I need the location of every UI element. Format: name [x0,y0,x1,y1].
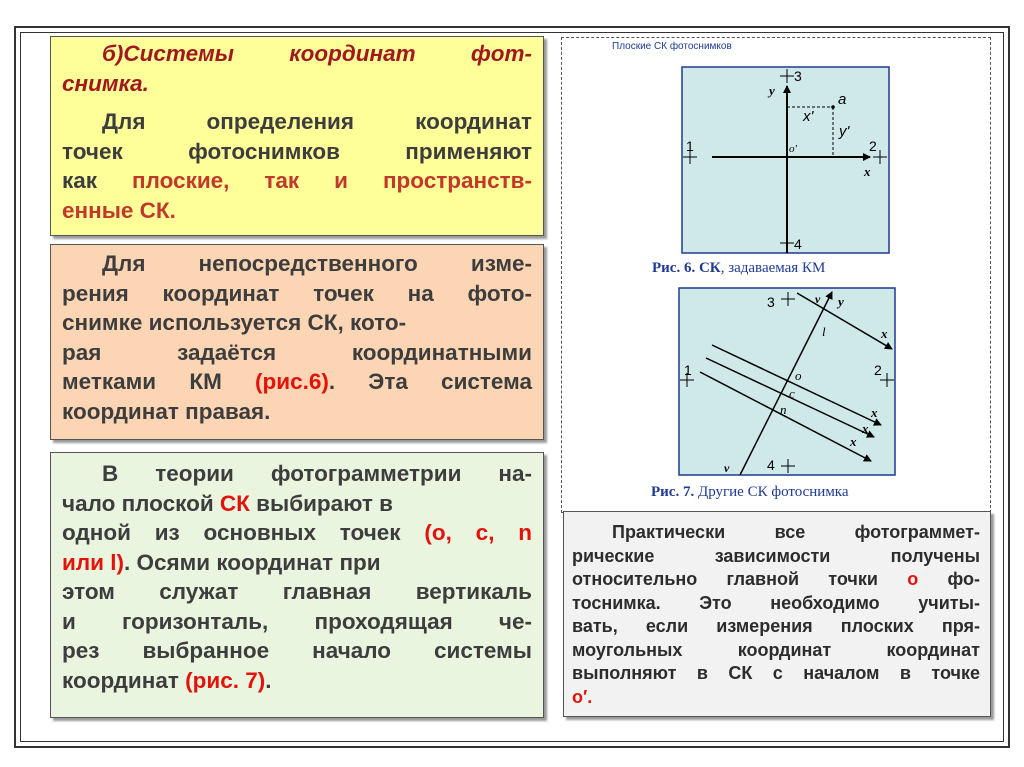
conclusion-line: вать, если измерения плоских пря- [572,616,980,636]
intro-line: точек фотоснимков применяют [62,138,532,164]
fig7-label-x-l: x [881,326,888,341]
fig6-label-origin: o' [789,143,797,155]
fig7-label-v-bottom: v [724,461,730,475]
conclusion-text [572,521,982,709]
theory-line: и горизонталь, проходящая че- [62,608,532,634]
fig7-label-1: 1 [684,362,692,378]
fig6-label-xp: x' [803,108,814,125]
fig6-label-a: a [838,91,847,108]
theory-line: чало плоской СК выбирают в [62,490,393,516]
figure-6 [682,67,889,253]
conclusion-line: выполняют в СК с началом в точке [572,663,980,683]
fig7-label-o: o [795,368,802,383]
fig7-label-v-top: v [815,292,821,306]
figure-7 [679,288,895,475]
intro-line: Для определения координат [102,109,532,134]
fig7-label-l: l [822,324,826,339]
measurement-line: координат правая. [62,398,271,424]
figure-6-caption: Рис. 6. СК, задаваемая КМ [652,260,826,276]
figure-7-caption: Рис. 7. Другие СК фотоснимка [651,484,849,500]
intro-line: как плоские, так и пространств- [62,168,532,193]
fig7-label-3: 3 [767,294,775,310]
fig6-label-2: 2 [869,138,877,154]
measurement-line: Для непосредственного изме- [102,251,532,276]
conclusion-line: рические зависимости получены [572,545,980,566]
measurement-line: метками КМ (рис.6). Эта система [62,369,533,394]
conclusion-line: o′. [572,686,593,707]
fig6-point-a [831,105,835,109]
theory-line: координат (рис. 7). [62,667,272,693]
conclusion-line: Практически все фотограммет- [612,522,980,542]
conclusion-line: моугольных координат координат [572,639,980,660]
intro-line: енные СК. [62,197,176,223]
fig6-label-y: y [769,83,775,98]
fig6-label-3: 3 [794,68,802,84]
theory-line: В теории фотограмметрии на- [102,461,532,486]
fig6-label-4: 4 [794,236,802,252]
fig7-label-4: 4 [767,457,775,473]
fig7-label-2: 2 [874,362,882,378]
theory-line: или l). Осями координат при [62,549,381,575]
theory-line: рез выбранное начало системы [62,638,532,663]
fig6-label-yp: y' [839,123,850,140]
theory-line: одной из основных точек (o, c, n [62,520,533,545]
section-heading-cont: снимка. [62,70,149,96]
fig6-label-x: x [864,164,871,179]
section-heading: б)Системы координат фот- [102,41,532,66]
figures-title: Плоские СК фотоснимков [612,41,732,52]
measurement-line: рения координат точек на фото- [62,280,532,306]
fig7-label-n: n [780,402,787,417]
fig7-label-x-n: x [850,434,857,449]
fig7-label-c: c [789,386,795,401]
conclusion-line: тоснимка. Это необходимо учиты- [572,592,980,613]
fig7-label-x-c: x [862,421,869,436]
measurement-line: рая задаётся координатными [62,339,532,365]
conclusion-line: относительно главной точки o фо- [572,569,980,589]
figure-6-frame [682,67,889,253]
fig7-label-y: y [838,294,844,309]
measurement-line: снимке используется СК, кото- [62,310,407,335]
theory-line: этом служат главная вертикаль [62,579,532,604]
fig7-label-x-o: x [871,405,878,420]
fig6-label-1: 1 [686,138,694,154]
